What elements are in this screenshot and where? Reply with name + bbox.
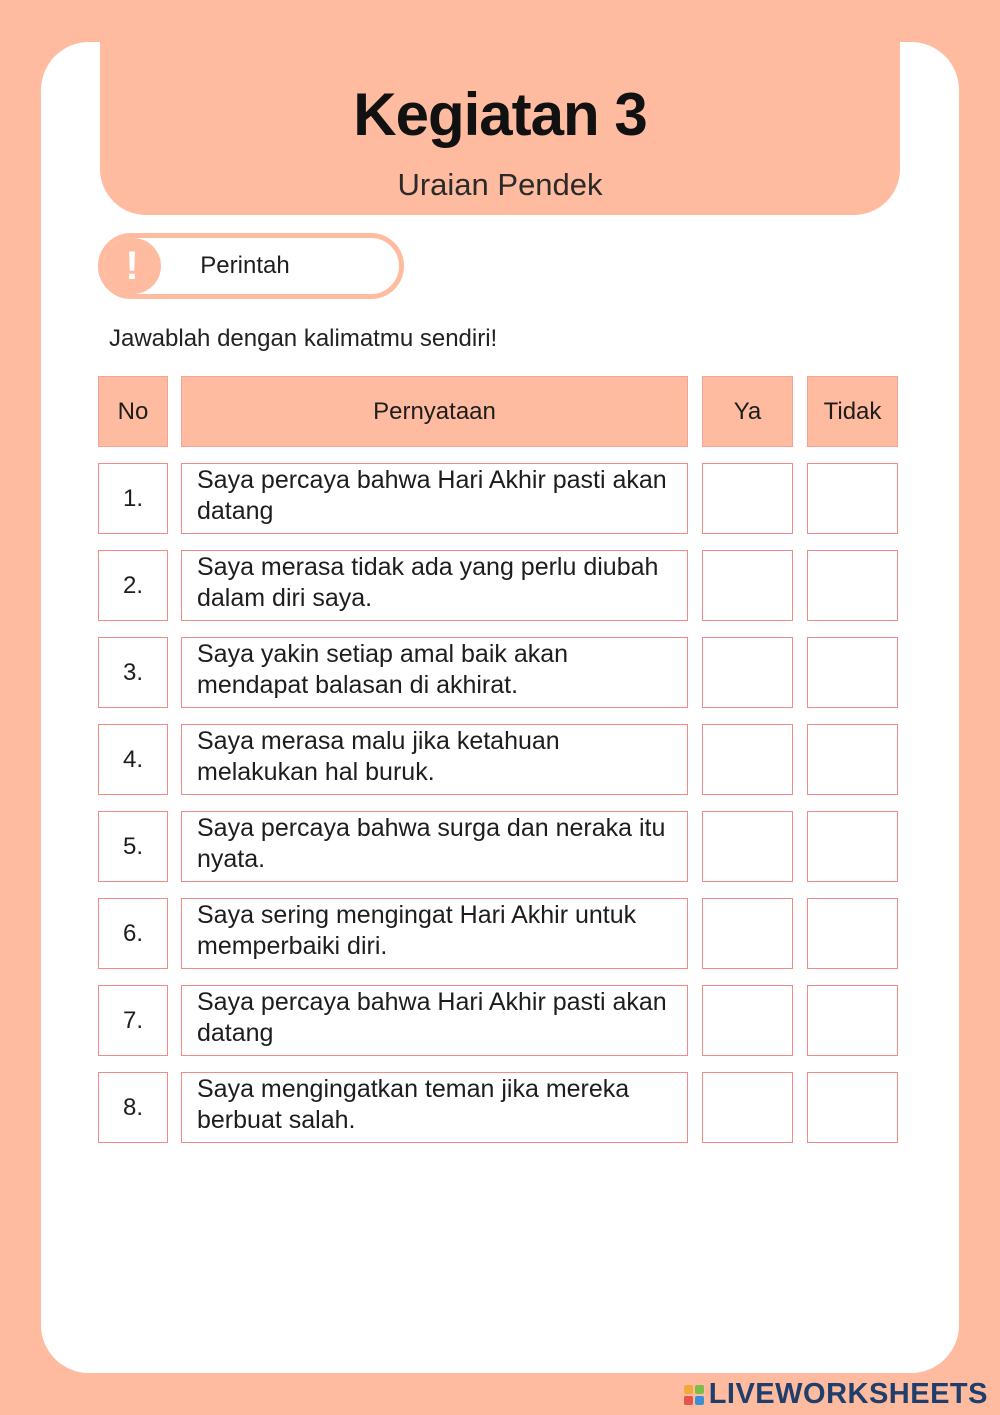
instruction-badge [98, 233, 404, 299]
row-number: 2. [98, 550, 168, 621]
liveworksheets-logo [684, 1378, 988, 1411]
answer-yes-box[interactable] [702, 898, 793, 969]
header-no: No [98, 376, 168, 447]
row-number: 5. [98, 811, 168, 882]
row-statement: Saya percaya bahwa Hari Akhir pasti akan datang [181, 985, 688, 1056]
answer-yes-box[interactable] [702, 637, 793, 708]
row-statement: Saya merasa malu jika ketahuan melakukan hal buruk. [181, 724, 688, 795]
answer-no-box[interactable] [807, 811, 898, 882]
row-number: 6. [98, 898, 168, 969]
answer-no-box[interactable] [807, 463, 898, 534]
header-no-answer: Tidak [807, 376, 898, 447]
answer-no-box[interactable] [807, 550, 898, 621]
row-statement: Saya merasa tidak ada yang perlu diubah dalam diri saya. [181, 550, 688, 621]
answer-no-box[interactable] [807, 637, 898, 708]
row-number: 1. [98, 463, 168, 534]
answer-yes-box[interactable] [702, 550, 793, 621]
answer-no-box[interactable] [807, 985, 898, 1056]
row-number: 4. [98, 724, 168, 795]
row-statement: Saya sering mengingat Hari Akhir untuk memperbaiki diri. [181, 898, 688, 969]
header-statement: Pernyataan [181, 376, 688, 447]
answer-yes-box[interactable] [702, 811, 793, 882]
header-yes: Ya [702, 376, 793, 447]
row-number: 8. [98, 1072, 168, 1143]
instruction-badge-label: Perintah [200, 252, 290, 279]
answer-no-box[interactable] [807, 724, 898, 795]
row-number: 7. [98, 985, 168, 1056]
answer-no-box[interactable] [807, 1072, 898, 1143]
page-title: Kegiatan 3 [353, 81, 647, 148]
row-statement: Saya mengingatkan teman jika mereka berbuat salah. [181, 1072, 688, 1143]
answer-yes-box[interactable] [702, 724, 793, 795]
liveworksheets-logo-icon [684, 1385, 704, 1405]
exclamation-icon: ! [125, 244, 139, 288]
answer-yes-box[interactable] [702, 1072, 793, 1143]
answer-yes-box[interactable] [702, 985, 793, 1056]
page-subtitle: Uraian Pendek [397, 167, 603, 202]
row-number: 3. [98, 637, 168, 708]
brand-name: LIVEWORKSHEETS [708, 1378, 988, 1410]
row-statement: Saya percaya bahwa Hari Akhir pasti akan datang [181, 463, 688, 534]
row-statement: Saya yakin setiap amal baik akan mendapat balasan di akhirat. [181, 637, 688, 708]
answer-yes-box[interactable] [702, 463, 793, 534]
instruction-text: Jawablah dengan kalimatmu sendiri! [109, 325, 498, 352]
row-statement: Saya percaya bahwa surga dan neraka itu nyata. [181, 811, 688, 882]
answer-no-box[interactable] [807, 898, 898, 969]
